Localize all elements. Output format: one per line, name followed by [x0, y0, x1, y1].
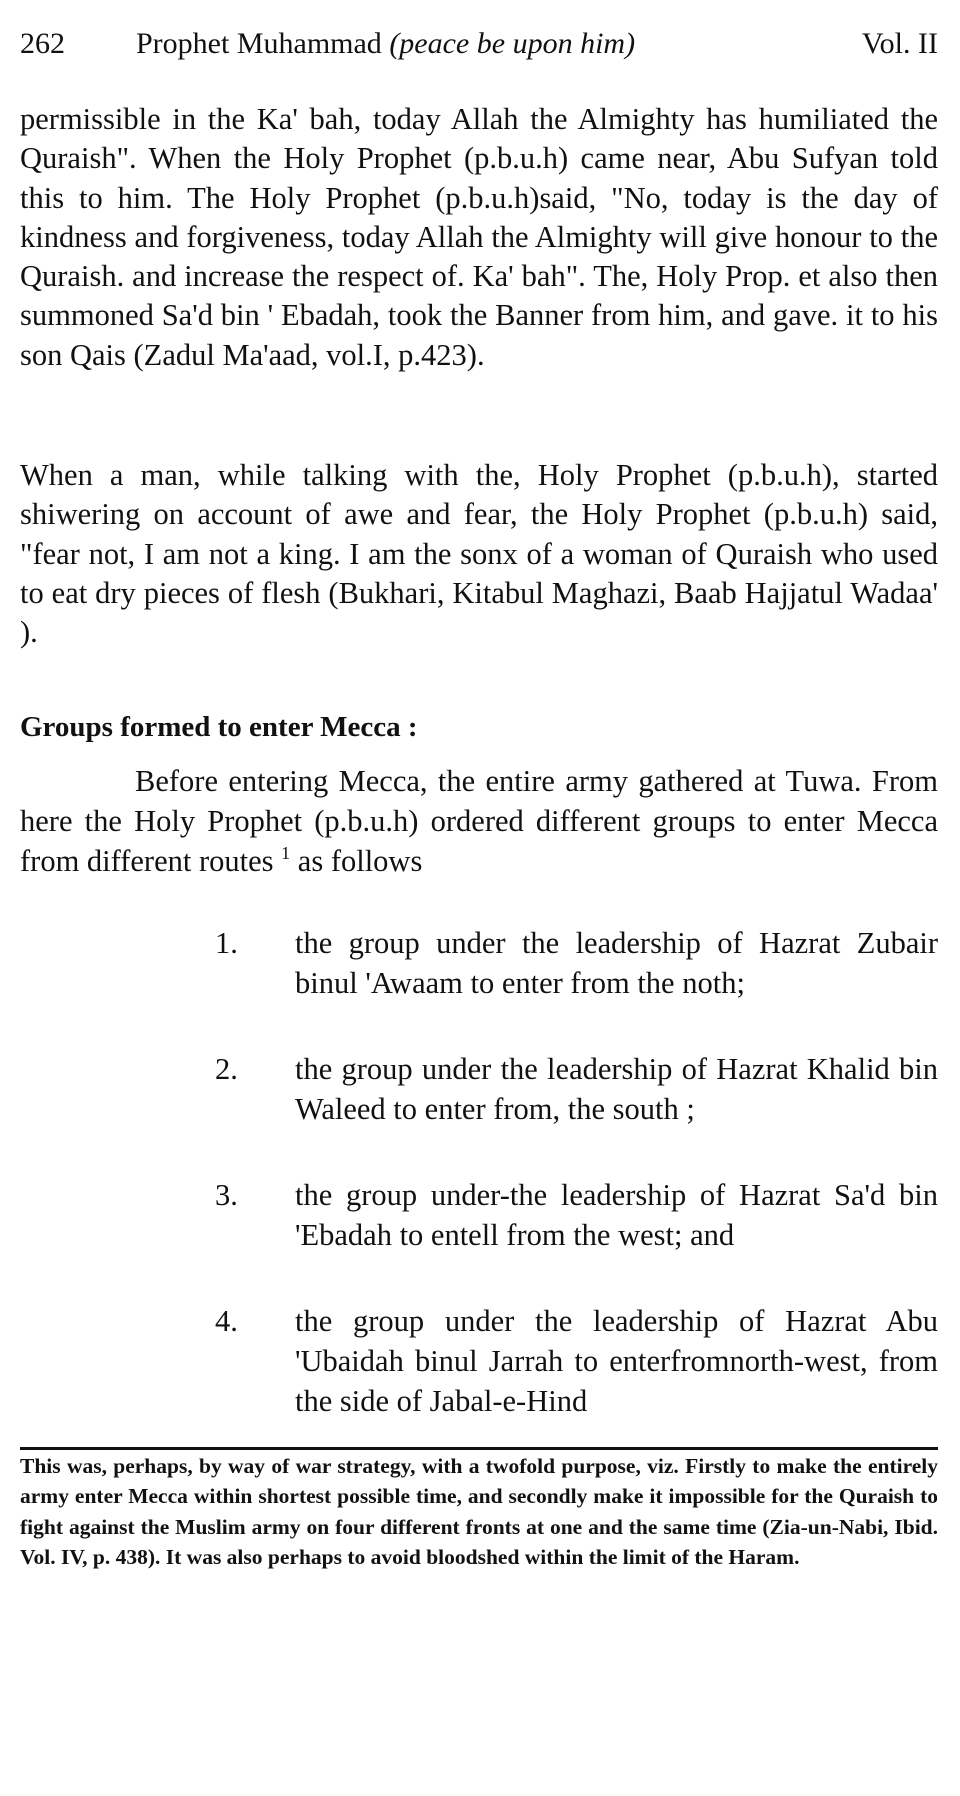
list-item-text: the group under-the leadership of Hazrat Sa'd bin 'Ebadah to entell from the west; and — [295, 1178, 938, 1252]
list-item-number: 1. — [215, 926, 238, 960]
running-title-main: Prophet Muhammad — [136, 27, 390, 60]
list-item-number: 2. — [215, 1052, 238, 1086]
section-intro-text: Before entering Mecca, the entire army gathered at Tuwa. From here the Holy Prophet (p.b.u.h) ordered different groups to enter Mecca from different routes — [20, 764, 938, 878]
page-number: 262 — [20, 27, 65, 60]
list-item-number: 4. — [215, 1304, 238, 1338]
paragraph-continued: permissible in the Ka' bah, today Allah the Almighty has humiliated the Quraish". When the Holy Prophet (p.b.u.h) came near, Abu Sufyan told this to him. The Holy Prophet (p.b.u.h)said, "No, today is the day of kindness and forgiveness, today Allah the Almighty will give honour to the Quraish. and increase the respect of. Ka' bah". The, Holy Prop. et also then summoned Sa'd bin ' Ebadah, took the Banner from him, and gave. it to his son Qais (Zadul Ma'aad, vol.I, p.423). — [20, 102, 938, 372]
paragraph-awe-and-fear: When a man, while talking with the, Holy Prophet (p.b.u.h), started shiwering on account of awe and fear, the Holy Prophet (p.b.u.h) said, "fear not, I am not a king. I am the sonx of a woman of Quraish who used to eat dry pieces of flesh (Bukhari, Kitabul Maghazi, Baab Hajjatul Wadaa' ). — [20, 458, 938, 650]
section-intro-tail: as follows — [290, 843, 423, 878]
list-item-text: the group under the leadership of Hazrat Khalid bin Waleed to enter from, the south ; — [295, 1052, 938, 1126]
footnote-marker: 1 — [281, 842, 291, 863]
footnote-text: This was, perhaps, by way of war strategy, with a twofold purpose, viz. Firstly to make the entirely army enter Mecca within shortest possible time, and secondly make it impossible for the Quraish to fight against the Muslim army on four different fronts at one and the same time (Zia-un-Nabi, Ibid. Vol. IV, p. 438). It was also perhaps to avoid bloodshed within the limit of the Haram. — [20, 1454, 938, 1570]
running-title — [136, 22, 635, 66]
running-title-italic: (peace be upon him) — [389, 27, 636, 60]
footnote-divider — [20, 1447, 938, 1450]
list-item-number: 3. — [215, 1178, 238, 1212]
running-header — [20, 22, 938, 66]
list-item-text: the group under the leadership of Hazrat Abu 'Ubaidah binul Jarrah to enterfromnorth-west, from the side of Jabal-e-Hind — [295, 1304, 938, 1418]
section-intro — [20, 762, 938, 881]
list-item-text: the group under the leadership of Hazrat Zubair binul 'Awaam to enter from the noth; — [295, 926, 938, 1000]
volume-label: Vol. II — [861, 27, 938, 60]
section-heading: Groups formed to enter Mecca : — [20, 711, 418, 743]
